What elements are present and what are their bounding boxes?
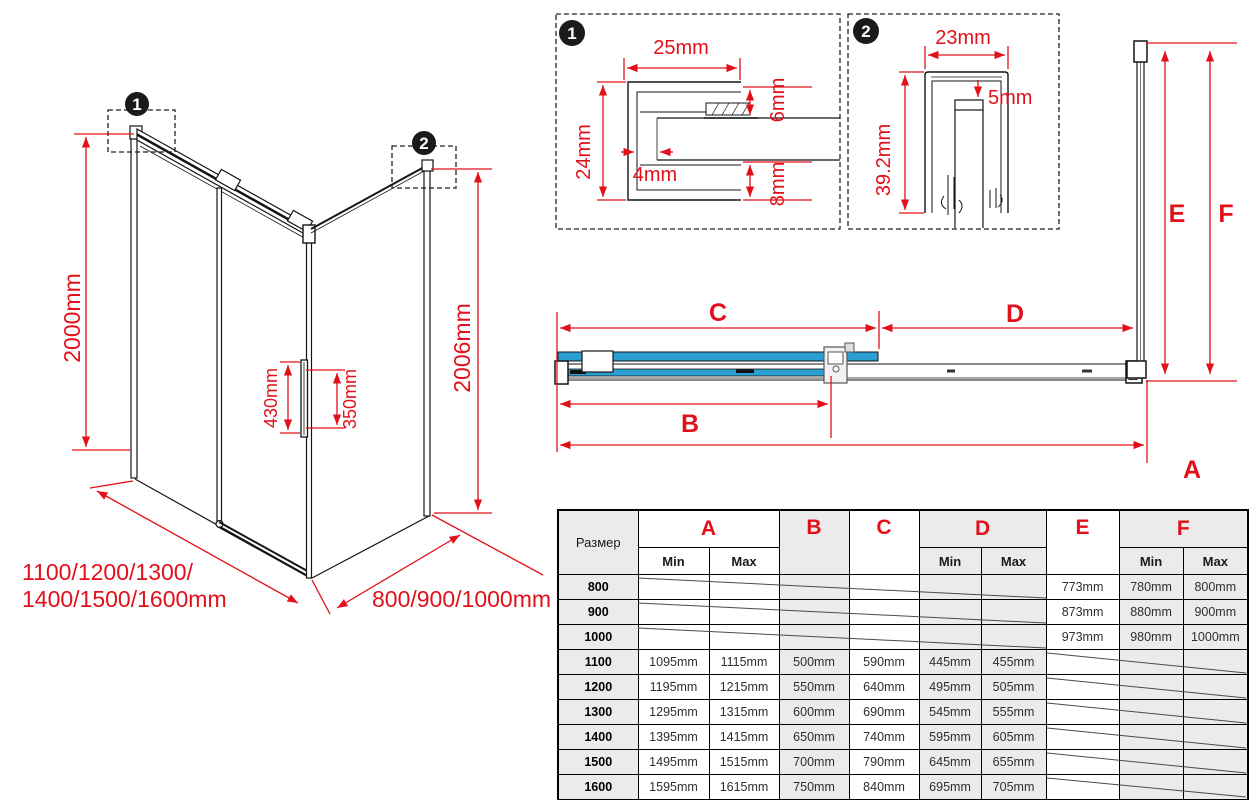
dim-label-a: A [1182, 456, 1202, 484]
cell-a_min: 1395mm [638, 725, 709, 750]
top-bracket [582, 351, 613, 372]
detail-1-width: 25mm [653, 37, 709, 59]
detail-2-width: 23mm [935, 27, 991, 49]
cell-c: 840mm [849, 775, 919, 800]
header-size: Размер [558, 510, 638, 575]
cell-d_min [919, 600, 981, 625]
cell-d_max: 605mm [981, 725, 1046, 750]
cell-e: 873mm [1046, 600, 1119, 625]
cell-c [849, 625, 919, 650]
cell-b [779, 600, 849, 625]
detail-1 [556, 14, 840, 229]
iso-callouts [108, 92, 456, 188]
header-f: F [1119, 510, 1248, 548]
cell-c: 740mm [849, 725, 919, 750]
dim-height-right: 2006mm [449, 303, 475, 393]
cell-d_max: 505mm [981, 675, 1046, 700]
cell-size: 1200 [558, 675, 638, 700]
cell-f_min [1119, 775, 1183, 800]
cell-size: 1600 [558, 775, 638, 800]
cell-d_max: 655mm [981, 750, 1046, 775]
header-a-min: Min [638, 548, 709, 575]
cell-f_min [1119, 650, 1183, 675]
cell-f_max [1183, 650, 1248, 675]
cell-e [1046, 725, 1119, 750]
header-d-min: Min [919, 548, 981, 575]
header-d-max: Max [981, 548, 1046, 575]
cell-a_max: 1115mm [709, 650, 779, 675]
cell-c: 640mm [849, 675, 919, 700]
cell-f_max [1183, 725, 1248, 750]
size-table [557, 509, 1249, 800]
cell-b: 700mm [779, 750, 849, 775]
cell-c [849, 600, 919, 625]
isometric-drawing [130, 126, 433, 578]
detail-2-height: 39.2mm [873, 123, 895, 197]
cell-a_max: 1415mm [709, 725, 779, 750]
cell-e [1046, 775, 1119, 800]
cell-f_min [1119, 700, 1183, 725]
dim-handle-height: 430mm [261, 367, 281, 429]
cell-d_max [981, 600, 1046, 625]
cell-b: 600mm [779, 700, 849, 725]
dim-front-widths-2: 1400/1500/1600mm [22, 586, 227, 612]
dim-height-left: 2000mm [59, 273, 85, 363]
cell-e [1046, 700, 1119, 725]
cell-d_min: 445mm [919, 650, 981, 675]
cell-d_min: 695mm [919, 775, 981, 800]
detail-1-number: 1 [567, 24, 577, 43]
table-row [558, 700, 1248, 725]
header-c: C [849, 510, 919, 575]
cell-a_max [709, 600, 779, 625]
cell-d_max [981, 625, 1046, 650]
detail-2 [848, 14, 1059, 229]
header-e: E [1046, 510, 1119, 575]
cell-d_min: 645mm [919, 750, 981, 775]
detail-1-top-arm: 6mm [767, 77, 789, 123]
cell-b: 500mm [779, 650, 849, 675]
cell-c: 690mm [849, 700, 919, 725]
callout-1-number: 1 [132, 95, 142, 114]
cell-size: 1000 [558, 625, 638, 650]
cell-size: 1400 [558, 725, 638, 750]
cell-b: 550mm [779, 675, 849, 700]
cell-a_min [638, 575, 709, 600]
cell-size: 1100 [558, 650, 638, 675]
cell-f_max [1183, 675, 1248, 700]
cell-f_max [1183, 700, 1248, 725]
table-row [558, 625, 1248, 650]
cell-e [1046, 675, 1119, 700]
cell-f_max: 1000mm [1183, 625, 1248, 650]
header-f-min: Min [1119, 548, 1183, 575]
cell-f_min: 780mm [1119, 575, 1183, 600]
cell-e: 773mm [1046, 575, 1119, 600]
cell-f_max [1183, 750, 1248, 775]
cell-d_min [919, 625, 981, 650]
cell-size: 900 [558, 600, 638, 625]
dim-label-c: C [708, 299, 728, 327]
detail-1-height: 24mm [573, 124, 595, 180]
cell-e [1046, 650, 1119, 675]
cell-d_min: 595mm [919, 725, 981, 750]
cell-a_min: 1295mm [638, 700, 709, 725]
cell-d_max: 705mm [981, 775, 1046, 800]
cell-f_max: 900mm [1183, 600, 1248, 625]
table-row [558, 575, 1248, 600]
cell-a_max: 1315mm [709, 700, 779, 725]
iso-dimensions [22, 134, 551, 614]
dim-label-f: F [1218, 200, 1234, 228]
table-row [558, 725, 1248, 750]
detail-2-number: 2 [861, 22, 871, 41]
table-row [558, 750, 1248, 775]
cell-a_min: 1495mm [638, 750, 709, 775]
cell-f_min [1119, 675, 1183, 700]
roller-clip-left [941, 175, 962, 215]
detail-1-web: 4mm [632, 164, 678, 186]
dim-front-widths-1: 1100/1200/1300/ [22, 559, 193, 585]
cell-d_max [981, 575, 1046, 600]
header-b: B [779, 510, 849, 575]
header-a-max: Max [709, 548, 779, 575]
cell-e [1046, 750, 1119, 775]
cell-d_min: 545mm [919, 700, 981, 725]
cell-c: 790mm [849, 750, 919, 775]
cell-a_min: 1095mm [638, 650, 709, 675]
cell-f_min [1119, 725, 1183, 750]
table-header-row [558, 510, 1248, 548]
cell-size: 1300 [558, 700, 638, 725]
cell-f_max [1183, 775, 1248, 800]
cell-f_min: 980mm [1119, 625, 1183, 650]
cell-b [779, 625, 849, 650]
cell-a_min [638, 625, 709, 650]
cell-b: 650mm [779, 725, 849, 750]
dim-label-e: E [1168, 200, 1186, 228]
cell-d_min: 495mm [919, 675, 981, 700]
cell-a_min: 1195mm [638, 675, 709, 700]
callout-2-number: 2 [419, 134, 429, 153]
dim-label-d: D [1005, 300, 1025, 328]
cell-b: 750mm [779, 775, 849, 800]
table-row [558, 600, 1248, 625]
detail-2-gap: 5mm [988, 87, 1033, 109]
cell-size: 800 [558, 575, 638, 600]
cell-a_max: 1615mm [709, 775, 779, 800]
cell-d_min [919, 575, 981, 600]
table-row [558, 650, 1248, 675]
cell-f_max: 800mm [1183, 575, 1248, 600]
cell-c [849, 575, 919, 600]
cell-a_max [709, 625, 779, 650]
plan-view [555, 41, 1237, 484]
table-row [558, 675, 1248, 700]
cell-d_max: 455mm [981, 650, 1046, 675]
dim-side-widths: 800/900/1000mm [372, 586, 552, 612]
cell-a_min [638, 600, 709, 625]
cell-b [779, 575, 849, 600]
cell-size: 1500 [558, 750, 638, 775]
dim-handle-span: 350mm [340, 368, 360, 430]
cell-a_min: 1595mm [638, 775, 709, 800]
header-f-max: Max [1183, 548, 1248, 575]
header-d: D [919, 510, 1046, 548]
table-row [558, 775, 1248, 800]
cell-a_max [709, 575, 779, 600]
cell-d_max: 555mm [981, 700, 1046, 725]
cell-f_min: 880mm [1119, 600, 1183, 625]
cell-c: 590mm [849, 650, 919, 675]
cell-e: 973mm [1046, 625, 1119, 650]
cell-a_max: 1215mm [709, 675, 779, 700]
cell-a_max: 1515mm [709, 750, 779, 775]
cell-f_min [1119, 750, 1183, 775]
roller-clip-right [990, 188, 1002, 208]
dim-label-b: B [680, 410, 700, 438]
header-a: A [638, 510, 779, 548]
detail-1-bottom-arm: 8mm [767, 161, 789, 207]
